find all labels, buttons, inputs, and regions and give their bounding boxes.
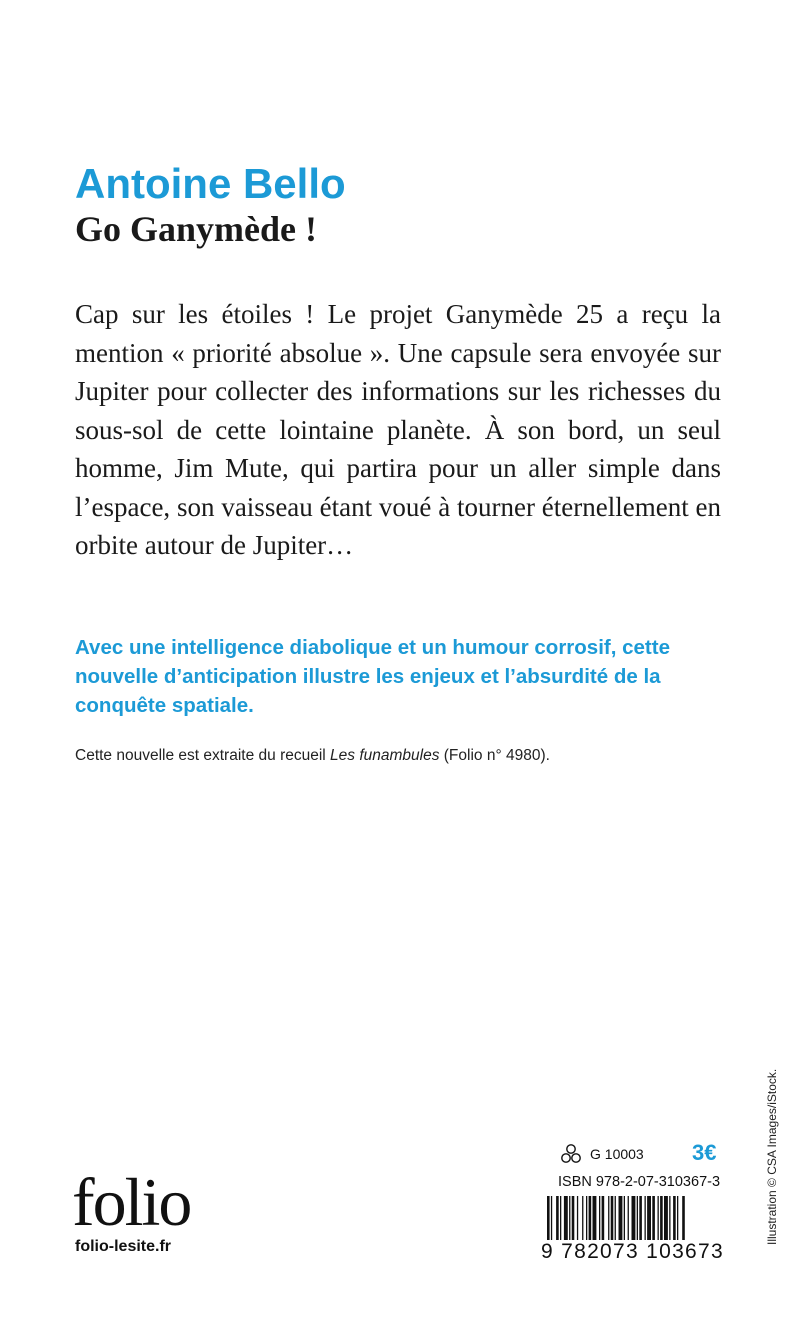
barcode-bar (551, 1196, 552, 1246)
note-book-title: Les funambules (330, 747, 440, 764)
collection-note (75, 747, 735, 765)
barcode-bar (547, 1196, 550, 1246)
barcode-bar (628, 1196, 629, 1246)
barcode-bar (564, 1196, 568, 1246)
barcode-bar (637, 1196, 638, 1246)
barcode-bar (632, 1196, 636, 1246)
barcode-bar (608, 1196, 609, 1246)
barcode-digits (540, 1240, 732, 1264)
barcode-bar (652, 1196, 655, 1246)
barcode-bar (645, 1196, 646, 1246)
barcode-bar (639, 1196, 642, 1246)
note-prefix: Cette nouvelle est extraite du recueil (75, 747, 331, 764)
barcode-bar (658, 1196, 659, 1246)
barcode-bar (589, 1196, 592, 1246)
isbn-label: ISBN 978-2-07-310367-3 (558, 1174, 721, 1190)
barcode-bar (560, 1196, 561, 1246)
barcode-bar (611, 1196, 614, 1246)
note-suffix: (Folio n° 4980). (439, 747, 550, 764)
price-amount: 3€ (692, 1140, 717, 1165)
barcode-bar (572, 1196, 575, 1246)
barcode-bar (647, 1196, 651, 1246)
barcode-bar (556, 1196, 559, 1246)
barcode-bar (586, 1196, 587, 1246)
book-title: Go Ganymède ! (75, 209, 317, 249)
barcode-bar (582, 1196, 583, 1246)
barcode-bar (569, 1196, 570, 1246)
publisher-logo: folio (72, 1164, 191, 1240)
illustration-credit: Illustration © CSA Images/iStock. (765, 1068, 779, 1245)
barcode-bar (599, 1196, 600, 1246)
barcode-bar (577, 1196, 578, 1246)
barcode-bar (664, 1196, 668, 1246)
barcode-bar (677, 1196, 678, 1246)
price-category-icon (560, 1143, 582, 1165)
barcode-bar (593, 1196, 597, 1246)
barcode-number: 9 782073 103673 (541, 1240, 724, 1263)
barcode-bar (660, 1196, 663, 1246)
barcode-bar (602, 1196, 605, 1246)
author-name: Antoine Bello (75, 160, 346, 207)
pitch-text: Avec une intelligence diabolique et un humour corrosif, cette nouvelle d’anticipation illustre les enjeux et l’absurdité de la conquête spatiale. (75, 636, 670, 717)
barcode-bar (673, 1196, 676, 1246)
barcode-bar (682, 1196, 685, 1246)
barcode-bar (624, 1196, 625, 1246)
publisher-website: folio-lesite.fr (75, 1238, 172, 1255)
barcode-bar (669, 1196, 670, 1246)
price-code: G 10003 (590, 1146, 644, 1162)
barcode-bar (615, 1196, 616, 1246)
blurb-text: Cap sur les étoiles ! Le projet Ganymède 25 a reçu la mention « priorité absolue ». Une capsule sera envoyée sur Jupiter pour collecter des informations sur les richesses du sous-sol de cette lointaine planète. À son bord, un seul homme, Jim Mute, qui partira pour un aller simple dans l’espace, son vaisseau étant voué à tourner éternellement en orbite autour de Jupiter… (75, 299, 721, 560)
price-row (560, 1140, 728, 1168)
barcode-bar (619, 1196, 623, 1246)
